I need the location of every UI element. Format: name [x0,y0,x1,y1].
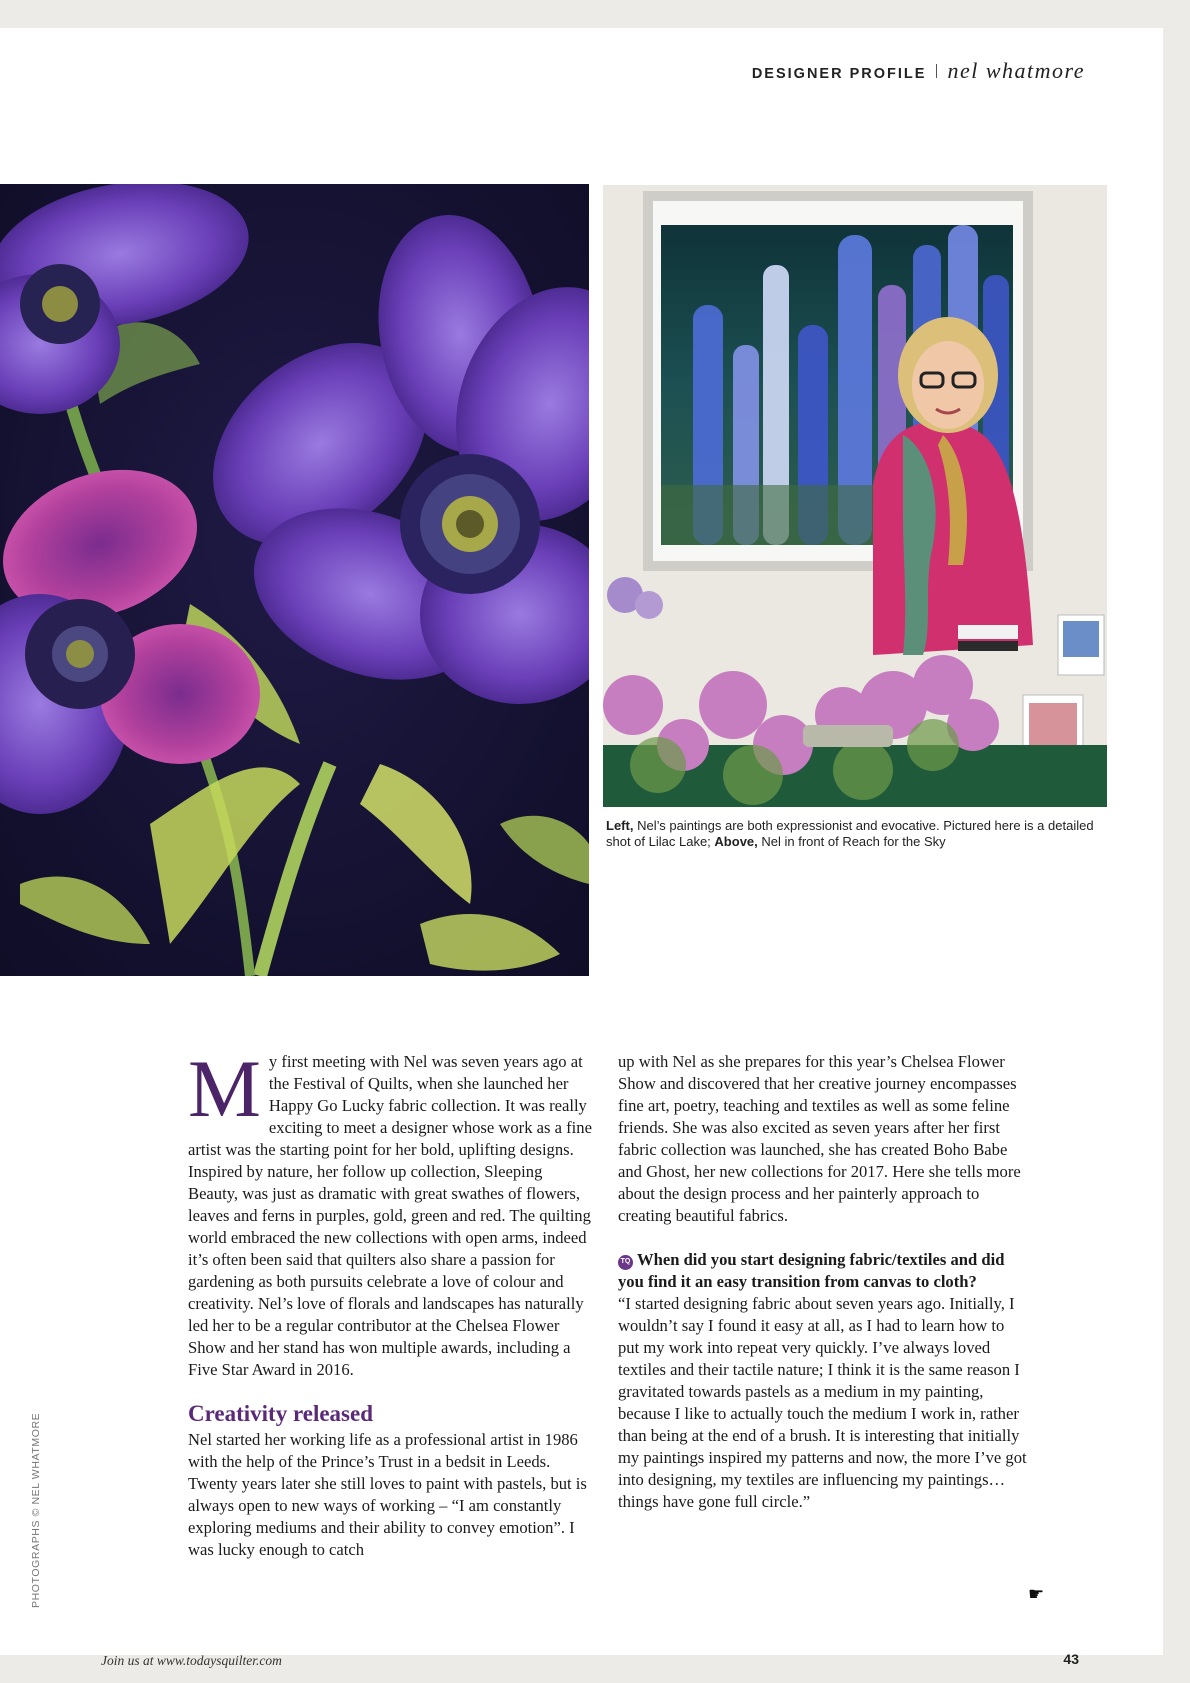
question-badge-icon: TQ [618,1255,633,1270]
intro-text: y first meeting with Nel was seven years ago at the Festival of Quilts, when she launched her Happy Go Lucky fabric collection. It was really exciting to meet a designer whose work as a fine artist was the starting point for her bold, uplifting designs. Inspired by nature, her follow up collection, Sleeping Beauty, was just as dramatic with great swathes of flowers, leaves and ferns in purples, gold, green and red. The quilting world embraced the new collections with open arms, indeed it’s often been said that quilters also share a passion for gardening as both pursuits celebrate a love of colour and creativity. Nel’s love of florals and landscapes has naturally led her to be a regular contributor at the Chelsea Flower Show and her stand has won multiple awards, including a Five Star Award in 2016. [188,1052,592,1379]
drop-cap: M [188,1043,261,1134]
photo-credit: PHOTOGRAPHS © NEL WHATMORE [30,1412,42,1608]
caption-left-text: Nel’s paintings are both expressionist and evocative. Pictured here is a detailed shot of Lilac Lake; [606,818,1094,849]
caption-left-label: Left, [606,818,634,833]
question-text: When did you start designing fabric/textiles and did you find it an easy transition from canvas to cloth? [618,1250,1005,1291]
intro-paragraph [188,1043,593,1381]
subheading: Creativity released [188,1401,374,1426]
interview-question [618,1249,1028,1293]
section-label: DESIGNER PROFILE [751,66,927,82]
portrait-photo-image [603,185,1107,807]
paragraph-3: up with Nel as she prepares for this year’s Chelsea Flower Show and discovered that her creative journey encompasses fine art, poetry, teaching and textiles as well as some feline friends. She was also excited as seven years after her first fabric collection was launched, she has created Boho Babe and Ghost, her new collections for 2017. Here she tells more about the design process and her painterly approach to creating beautiful fabrics. [618,1052,1021,1225]
article-column-1 [188,1043,593,1561]
page-number: 43 [1063,1651,1079,1667]
magazine-page [0,28,1163,1668]
answer-paragraph: “I started designing fabric about seven years ago. Initially, I wouldn’t say I found it easy at all, as I had to learn how to put my work into repeat very quickly. I’ve always loved textiles and their tactile nature; I think it is the same reason I gravitated towards pastels as a medium in my painting, because I like to actually touch the medium I work in, rather than being at the end of a brush. It is interesting that initially my paintings inspired my patterns and now, the more I’ve got into designing, my textiles are influencing my paintings… things have gone full circle.” [618,1294,1027,1511]
page-header [752,58,1085,84]
anemone-painting-image [0,184,589,976]
caption-above-label: Above, [714,834,758,849]
caption-above-text: Nel in front of Reach for the Sky [761,834,946,849]
header-divider [936,64,937,78]
footer-tagline: Join us at www.todaysquilter.com [101,1653,282,1668]
pointing-hand-icon: ☛ [1028,1584,1045,1604]
profile-subject: nel whatmore [947,58,1085,83]
article-column-2 [618,1051,1028,1513]
paragraph-2: Nel started her working life as a professional artist in 1986 with the help of the Prince’s Trust in a bedsit in Leeds. Twenty years later she still loves to paint with pastels, but is always open to new ways of working – “I am constantly exploring mediums and their ability to convey emotion”. I was lucky enough to catch [188,1430,587,1559]
photo-caption [606,818,1106,850]
